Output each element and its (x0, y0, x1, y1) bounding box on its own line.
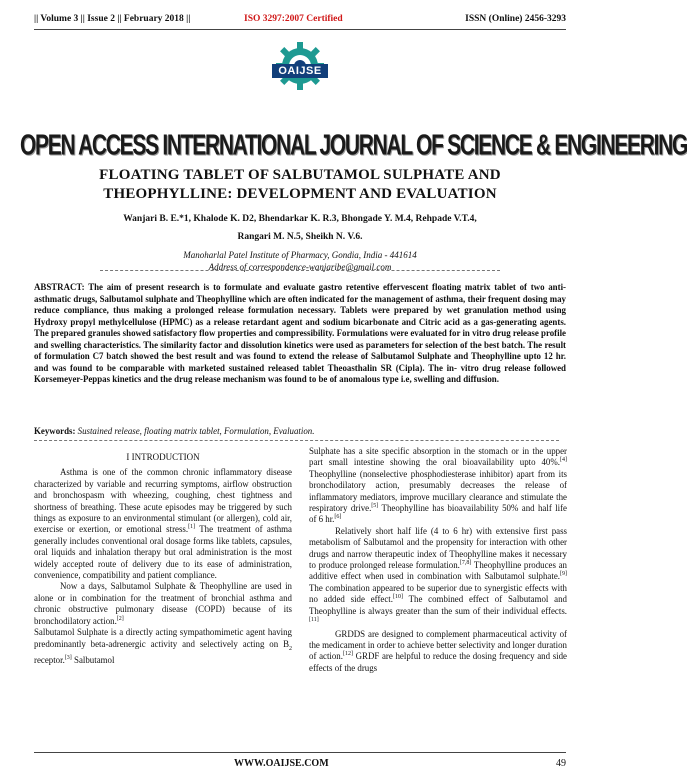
right-paragraph-1: Sulphate has a site specific absorption in the stomach or in the upper part small intestine showing the oral bioavailability upto 40%.[4] Theophylline (nonselective phosphodiesterase inhibitor) apart from its bronchodilatory action, presumably decreases the release of inflammatory mediators, improve mucillary clearance and stimulate the respiratory drive.[5] Theophylline has bioavailability 50% and half life of 6 hr.[6] (309, 446, 567, 525)
separator-dashed-2 (34, 440, 559, 441)
issn-label: ISSN (Online) 2456-3293 (465, 14, 566, 24)
right-paragraph-2: Relatively short half life (4 to 6 hr) with extensive first pass metabolism of Salbutamol and the propensity for interaction with other drugs and narrow therapeutic index of Theophylline makes it necessary to produce prolonged release formulation.[7,8] Theophylline produces an additive effect when used in combination with Salbutamol sulphate.[9] The combination appeared to be superior due to synergistic effects with no added side effect.[10] The combined effect of Salbutamol and Theophylline is always greater than the sum of their individual effects.[11] (309, 525, 567, 624)
intro-paragraph-2: Now a days, Salbutamol Sulphate & Theophylline are used in alone or in combination for the treatment of bronchial asthma and chronic obstructive pulmonary disease (COPD) because of its bronchodilatory action.[2] (34, 581, 292, 626)
header-rule (34, 29, 566, 30)
authors-line-2: Rangari M. N.5, Sheikh N. V.6. (237, 232, 363, 242)
paper-title-line-1: FLOATING TABLET OF SALBUTAMOL SULPHATE AND (99, 167, 501, 183)
keywords-text: Sustained release, floating matrix tablet, Formulation, Evaluation. (77, 426, 315, 436)
journal-logo (258, 36, 342, 96)
keywords-label: Keywords: (34, 426, 76, 436)
logo-text: OAIJSE (272, 64, 328, 78)
separator-dashed (100, 270, 500, 271)
affiliation: Manoharlal Patel Institute of Pharmacy, Gondia, India - 441614 (183, 250, 417, 260)
footer-website: WWW.OAIJSE.COM (234, 758, 329, 769)
right-paragraph-3: GRDDS are designed to complement pharmaceutical activity of the medicament in order to achieve better selectivity and longer duration of action.[12] GRDF are helpful to reduce the dosing frequency and side effects of the drugs (309, 628, 567, 673)
footer-rule (34, 752, 566, 753)
intro-paragraph-1: Asthma is one of the common chronic inflammatory disease characterized by variable and recurring symptoms, airflow obstruction and bronchospasm with wheezing, coughing, chest tightness and shortness of breathing. These acute episodes may be triggered by such things as exposure to an environmental stimulant (or allergen), cold air, exercise or exertion, or emotional stress.[1] The treatment of asthma generally includes conventional oral dosage forms like tablets, capsules, oral liquids and inhalation therapy but oral administration is the most widely accepted route of delivery due to its ease of administration, convenience, compatibility and patient compliance. (34, 467, 292, 581)
abstract: ABSTRACT: The aim of present research is to formulate and evaluate gastro retentive effervescent floating matrix tablet of two anti-asthmatic drugs, Salbutamol sulphate and Theophylline which are often indicated for the management of asthma, their frequent dosing may reduce compliance, thus making a prolonged release formulation necessary. Tablets were prepared by wet granulation method using Hydroxy propyl methylcellulose (HPMC) as a release retardant agent and sodium bicarbonate and Citric acid as a gas-generating agents. The prepared granules showed satisfactory flow properties and compressibility. Formulations were evaluated for in vitro drug release profile and swelling characteristics. The similarity factor and dissolution kinetics were used as parameters for selection of the best batch. The result of formulation C7 batch showed the best result and was found to extend the release of Salbutamol Sulphate and Theophylline upto 12 hr. and was found to be comparable with marketed sustained released tablet Theoasthalin SR (Cipla). The in- vitro drug release followed Korsemeyer-Peppas kinetics and the drug release mechanism was found to be of anomalous type i.e, swelling and diffusion. (34, 282, 566, 384)
page-number: 49 (556, 758, 566, 769)
intro-heading: I INTRODUCTION (126, 452, 200, 462)
right-column (309, 446, 567, 674)
authors (60, 210, 540, 246)
authors-line-1: Wanjari B. E.*1, Khalode K. D2, Bhendarkar K. R.3, Bhongade Y. M.4, Rehpade V.T.4, (123, 214, 477, 224)
keywords (34, 426, 566, 437)
journal-name: OPEN ACCESS INTERNATIONAL JOURNAL OF SCIENCE & ENGINEERING (20, 130, 687, 162)
paper-title-line-2: THEOPHYLLINE: DEVELOPMENT AND EVALUATION (103, 186, 497, 202)
paper-title (40, 166, 560, 204)
correspondence-email: Address of correspondence-wanjaribe@gmail.com (208, 262, 392, 272)
left-column (34, 446, 292, 666)
iso-certified-label: ISO 3297:2007 Certified (244, 14, 343, 24)
volume-issue-label: || Volume 3 || Issue 2 || February 2018 || (34, 14, 191, 24)
intro-paragraph-3: Salbutamol Sulphate is a directly acting sympathomimetic agent having predominantly beta-adrenergic activity and selectively acting on $B_2$ receptor.[3] Salbutamol (34, 627, 292, 665)
